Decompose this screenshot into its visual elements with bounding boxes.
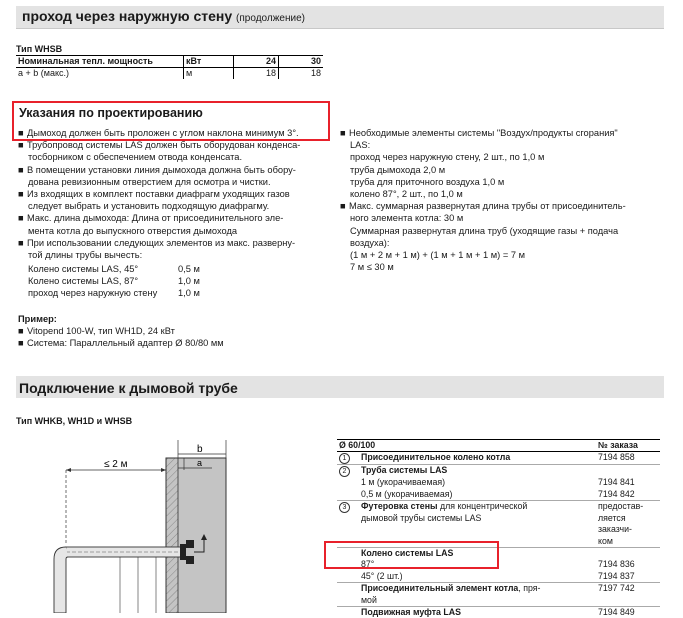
deduct-list	[18, 263, 218, 300]
guideline-line: следует выбрать и установить подходящую диафрагму.	[28, 201, 270, 212]
deduct-row: Колено системы LAS, 87° 1,0 м	[28, 276, 200, 287]
highlight-box	[324, 541, 499, 569]
table-row: Присоединительный элемент котла, пря- 7197 742	[337, 583, 660, 595]
item-number-badge: 2	[339, 466, 350, 477]
table-row: 87° 7194 836	[361, 559, 635, 570]
guidelines-left-column	[18, 127, 338, 261]
guideline-line: ■ Дымоход должен быть проложен с углом наклона минимум 3°.	[18, 128, 299, 138]
example-title: Пример:	[18, 314, 57, 324]
table-row: 1 Присоединительное колено котла 7194 858	[337, 452, 660, 465]
page-title: проход через наружную стену (продолжение)	[22, 8, 305, 24]
guideline-line: Суммарная развернутая длина труб (уходящие газы + подача	[350, 225, 619, 236]
table-row: 3 Футеровка стены для концентрической предостав-	[337, 501, 660, 514]
table-row: ком	[598, 535, 613, 546]
guideline-line: ■ При использовании следующих элементов из макс. разверну-	[18, 237, 296, 248]
dim-b-label: b	[197, 444, 203, 455]
deduct-row: Колено системы LAS, 45° 0,5 м	[28, 264, 200, 274]
table-row: 45° (2 шт.) 7194 837	[361, 570, 635, 581]
guidelines-title: Указания по проектированию	[19, 106, 203, 120]
bullet-icon: ■	[340, 201, 346, 212]
item-number-badge: 3	[339, 502, 350, 513]
bullet-icon: ■	[18, 128, 24, 138]
guideline-line: тосборником с обеспечением отвода конденсата.	[28, 152, 243, 163]
table-row: мой	[361, 594, 377, 605]
table-row: Подвижная муфта LAS 7194 849	[337, 606, 660, 618]
table-row: Колено системы LAS	[337, 547, 660, 559]
guideline-line: воздуха):	[350, 237, 390, 248]
item-number-badge: 1	[339, 453, 350, 464]
bullet-icon: ■	[18, 189, 24, 200]
bullet-icon: ■	[18, 140, 24, 151]
example-block	[18, 313, 338, 350]
type-label: Тип WHSB	[16, 44, 63, 54]
wall-sleeve	[180, 544, 186, 560]
guideline-line: LAS:	[350, 140, 371, 151]
length-label: ≤ 2 м	[104, 459, 128, 470]
table-row: 1 м (укорачиваемая) 7194 841	[361, 477, 635, 488]
table-row: дымовой трубы системы LAS ляется заказчи-	[361, 513, 632, 535]
guideline-line: ного элемента котла: 30 м	[350, 213, 464, 224]
guideline-line: 7 м ≤ 30 м	[350, 262, 394, 273]
guideline-line: ■ Макс. суммарная развернутая длина трубы от присоединитель-	[340, 201, 626, 212]
horizontal-pipe	[66, 547, 184, 557]
example-line: ■ Vitopend 100-W, тип WH1D, 24 кВт	[18, 326, 175, 337]
section-type-label: Тип WHKB, WH1D и WHSB	[16, 416, 133, 426]
bullet-icon: ■	[18, 164, 24, 175]
power-table: Номинальная тепл. мощность кВт 24 30 a + b (макс.) м 18 18	[18, 56, 321, 78]
flue-connection-diagram	[16, 440, 316, 613]
guideline-line: (1 м + 2 м + 1 м) + (1 м + 1 м + 1 м) = 7 м	[350, 250, 525, 261]
guideline-line: дована ревизионным отверстием для осмотра и чистки.	[28, 176, 271, 187]
dim-a-label: a	[197, 458, 203, 468]
guideline-line: проход через наружную стену, 2 шт., по 1,0 м	[350, 152, 545, 163]
guideline-line: труба дымохода 2,0 м	[350, 164, 446, 175]
guideline-line: той длины трубы вычесть:	[28, 250, 143, 261]
bullet-icon: ■	[340, 128, 346, 138]
guideline-line: ■ В помещении установки линия дымохода должна быть обору-	[18, 164, 296, 175]
order-table: Ø 60/100 № заказа 1 Присоединительное колено котла 7194 858 2 Труба системы LAS 1 м (укорачиваемая) 7194 841 0,5 м (укорачиваемая) 7194 842 3 Футеровка стены для концентрической предостав- дымовой трубы системы LAS ляется заказчи- ком Колено системы LAS 87° 7194 836 45° (2 шт.) 7194 837 Присоединительный элемент котла, пря- 7197 742 мой Подвижная муфта LAS 7194 849	[337, 439, 660, 618]
guideline-line: ■ Необходимые элементы системы "Воздух/продукты сгорания"	[340, 128, 618, 138]
bullet-icon: ■	[18, 213, 24, 224]
deduct-row: проход через наружную стену 1,0 м	[28, 288, 200, 299]
guideline-line: труба для приточного воздуха 1,0 м	[350, 176, 505, 187]
guideline-line: колено 87°, 2 шт., по 1,0 м	[350, 189, 463, 200]
example-line: ■ Система: Параллельный адаптер Ø 80/80 мм	[18, 338, 224, 349]
section-title: Подключение к дымовой трубе	[19, 380, 238, 396]
bullet-icon: ■	[18, 237, 24, 248]
guideline-line: ■ Трубопровод системы LAS должен быть оборудован конденса-	[18, 140, 301, 151]
guideline-line: ■ Макс. длина дымохода: Длина от присоединительного эле-	[18, 213, 284, 224]
wall-hatching	[166, 458, 178, 613]
guidelines-right-column	[340, 127, 660, 273]
pipe-elbow	[54, 547, 68, 613]
guideline-line: мента котла до выпускного отверстия дымохода	[28, 225, 238, 236]
guideline-line: ■ Из входящих в комплект поставки диафрагм уходящих газов	[18, 189, 290, 200]
table-row: 2 Труба системы LAS	[337, 465, 660, 478]
table-row: 0,5 м (укорачиваемая) 7194 842	[361, 488, 635, 499]
